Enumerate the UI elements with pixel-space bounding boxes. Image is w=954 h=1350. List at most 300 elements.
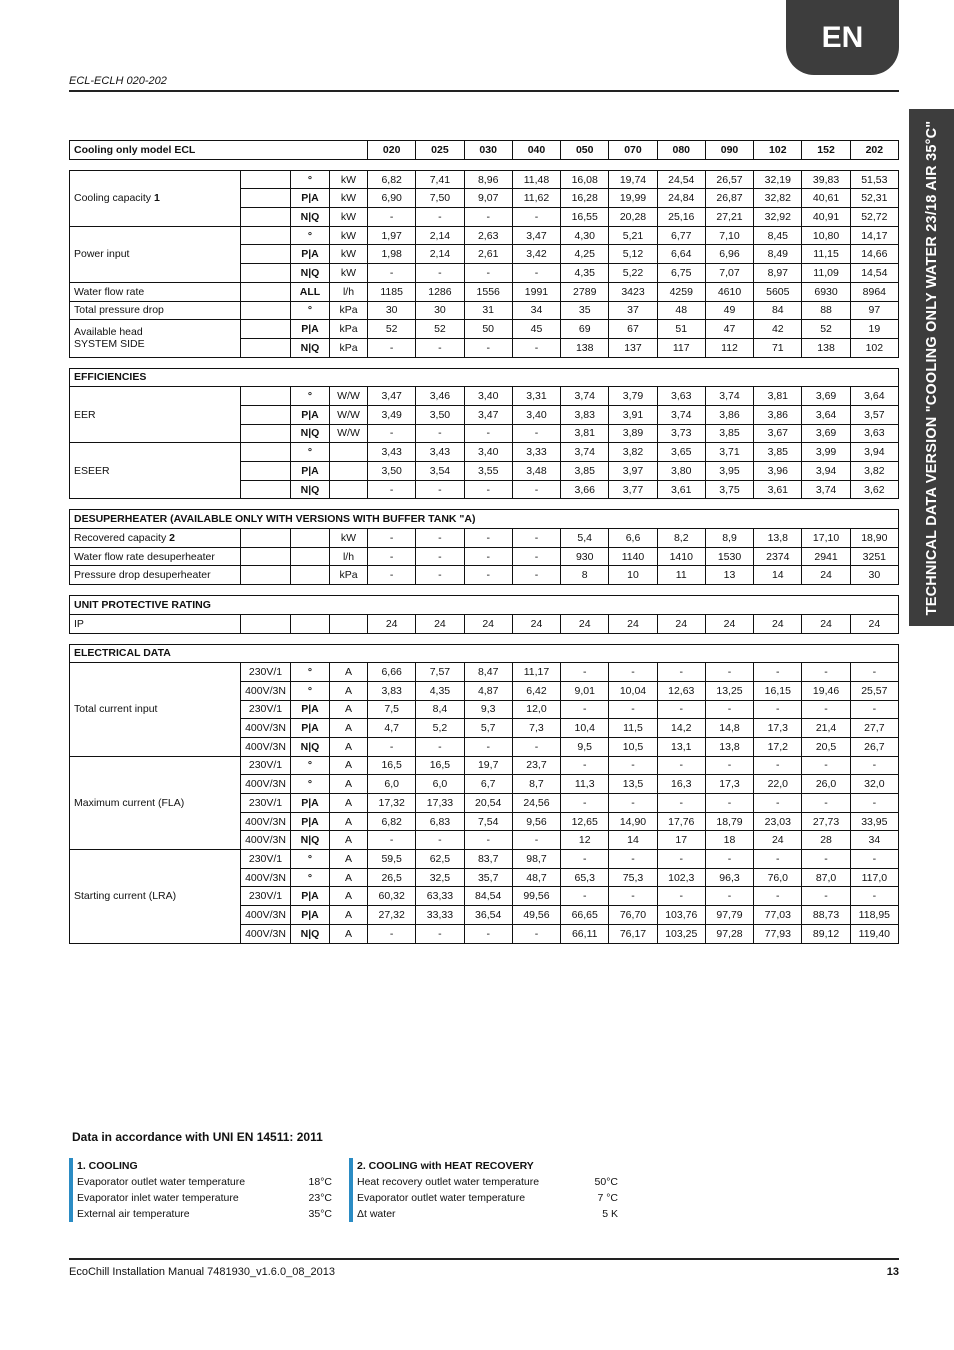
value-cell: 6,6: [609, 529, 657, 548]
value-cell: 8,45: [754, 226, 802, 245]
value-cell: 24: [802, 614, 850, 633]
value-cell: -: [705, 850, 753, 869]
value-cell: 88,73: [802, 906, 850, 925]
value-cell: 14: [754, 566, 802, 585]
value-cell: 32,0: [850, 775, 898, 794]
value-cell: -: [416, 208, 464, 227]
value-cell: 2374: [754, 547, 802, 566]
voltage-cell: 400V/3N: [241, 737, 291, 756]
value-cell: 26,57: [705, 170, 753, 189]
value-cell: 138: [561, 338, 609, 357]
value-cell: 3,77: [609, 480, 657, 499]
value-cell: 3,55: [464, 462, 512, 481]
value-cell: 16,5: [368, 756, 416, 775]
unit-cell: kPa: [330, 320, 368, 339]
value-cell: -: [609, 850, 657, 869]
row-label: [70, 170, 241, 226]
technical-data-table: [69, 140, 899, 944]
value-cell: 2,14: [416, 226, 464, 245]
unit-cell: A: [330, 663, 368, 682]
value-cell: 4610: [705, 282, 753, 301]
value-cell: 13,8: [705, 737, 753, 756]
gap-cell: [70, 159, 899, 170]
voltage-cell: 400V/3N: [241, 831, 291, 850]
value-cell: 5605: [754, 282, 802, 301]
voltage-cell: [241, 387, 291, 406]
version-cell: °: [291, 663, 330, 682]
value-cell: 89,12: [802, 924, 850, 943]
value-cell: 7,41: [416, 170, 464, 189]
value-cell: 3,73: [657, 424, 705, 443]
value-cell: 8,7: [512, 775, 560, 794]
condition-label: External air temperature: [77, 1208, 190, 1220]
value-cell: 26,0: [802, 775, 850, 794]
value-cell: 17,2: [754, 737, 802, 756]
value-cell: 3,57: [850, 405, 898, 424]
value-cell: 1556: [464, 282, 512, 301]
voltage-cell: [241, 282, 291, 301]
value-cell: 6,83: [416, 812, 464, 831]
value-cell: 24: [802, 566, 850, 585]
value-cell: -: [512, 264, 560, 283]
value-cell: -: [657, 887, 705, 906]
value-cell: 11,48: [512, 170, 560, 189]
condition-value: 7 °C: [597, 1192, 618, 1204]
value-cell: 117,0: [850, 868, 898, 887]
value-cell: 6,77: [657, 226, 705, 245]
voltage-cell: [241, 189, 291, 208]
value-cell: 2,63: [464, 226, 512, 245]
value-cell: 3,85: [754, 443, 802, 462]
value-cell: -: [754, 700, 802, 719]
value-cell: 7,50: [416, 189, 464, 208]
section-title-row: [70, 644, 899, 663]
row-label: [70, 756, 241, 849]
version-cell: P|A: [291, 189, 330, 208]
voltage-cell: 230V/1: [241, 756, 291, 775]
value-cell: 25,57: [850, 681, 898, 700]
value-cell: 30: [368, 301, 416, 320]
value-cell: -: [416, 566, 464, 585]
value-cell: -: [561, 700, 609, 719]
cooling-conditions-title: 1. COOLING: [77, 1160, 138, 1172]
value-cell: 5,21: [609, 226, 657, 245]
value-cell: 17: [657, 831, 705, 850]
value-cell: 8,96: [464, 170, 512, 189]
version-cell: N|Q: [291, 338, 330, 357]
unit-cell: [330, 614, 368, 633]
condition-value: 5 K: [602, 1208, 618, 1220]
value-cell: 13,1: [657, 737, 705, 756]
value-cell: 11,15: [802, 245, 850, 264]
value-cell: 23,7: [512, 756, 560, 775]
value-cell: 8,97: [754, 264, 802, 283]
value-cell: -: [754, 887, 802, 906]
version-cell: N|Q: [291, 924, 330, 943]
model-column-header: 050: [561, 141, 609, 160]
voltage-cell: [241, 405, 291, 424]
unit-cell: A: [330, 831, 368, 850]
value-cell: 50: [464, 320, 512, 339]
value-cell: -: [850, 663, 898, 682]
value-cell: -: [368, 338, 416, 357]
page-number: 13: [886, 1266, 899, 1278]
value-cell: 5,22: [609, 264, 657, 283]
value-cell: 84,54: [464, 887, 512, 906]
voltage-cell: [241, 320, 291, 339]
value-cell: 3,91: [609, 405, 657, 424]
value-cell: 8,47: [464, 663, 512, 682]
unit-cell: kPa: [330, 301, 368, 320]
value-cell: 77,93: [754, 924, 802, 943]
version-cell: °: [291, 170, 330, 189]
unit-cell: A: [330, 887, 368, 906]
version-cell: P|A: [291, 719, 330, 738]
voltage-cell: 400V/3N: [241, 719, 291, 738]
version-cell: N|Q: [291, 831, 330, 850]
value-cell: 27,21: [705, 208, 753, 227]
value-cell: 3,74: [561, 387, 609, 406]
value-cell: 3,74: [705, 387, 753, 406]
unit-cell: A: [330, 924, 368, 943]
value-cell: 14,8: [705, 719, 753, 738]
value-cell: -: [512, 566, 560, 585]
row-label-text: Maximum current (FLA): [74, 796, 185, 809]
value-cell: -: [705, 887, 753, 906]
voltage-cell: [241, 547, 291, 566]
value-cell: 1530: [705, 547, 753, 566]
value-cell: -: [416, 338, 464, 357]
version-cell: N|Q: [291, 424, 330, 443]
value-cell: 31: [464, 301, 512, 320]
value-cell: 9,07: [464, 189, 512, 208]
value-cell: 14,90: [609, 812, 657, 831]
value-cell: -: [657, 663, 705, 682]
value-cell: 20,5: [802, 737, 850, 756]
value-cell: -: [561, 887, 609, 906]
value-cell: 8964: [850, 282, 898, 301]
value-cell: 17,3: [705, 775, 753, 794]
value-cell: 24,56: [512, 794, 560, 813]
value-cell: 19,46: [802, 681, 850, 700]
value-cell: 102: [850, 338, 898, 357]
value-cell: 35,7: [464, 868, 512, 887]
value-cell: 3,63: [850, 424, 898, 443]
standard-title: Data in accordance with UNI EN 14511: 2011: [72, 1130, 323, 1144]
value-cell: 11,09: [802, 264, 850, 283]
table-row: [70, 663, 899, 682]
value-cell: 34: [850, 831, 898, 850]
value-cell: 138: [802, 338, 850, 357]
value-cell: 10: [609, 566, 657, 585]
value-cell: -: [512, 208, 560, 227]
condition-label: Evaporator outlet water temperature: [77, 1176, 246, 1188]
value-cell: 3,74: [802, 480, 850, 499]
unit-cell: A: [330, 719, 368, 738]
value-cell: 4,7: [368, 719, 416, 738]
value-cell: 17,33: [416, 794, 464, 813]
value-cell: 3,97: [609, 462, 657, 481]
value-cell: 6,66: [368, 663, 416, 682]
value-cell: 5,4: [561, 529, 609, 548]
unit-cell: [330, 462, 368, 481]
value-cell: 16,08: [561, 170, 609, 189]
unit-cell: A: [330, 737, 368, 756]
value-cell: 99,56: [512, 887, 560, 906]
value-cell: 65,3: [561, 868, 609, 887]
value-cell: 25,16: [657, 208, 705, 227]
value-cell: 7,5: [368, 700, 416, 719]
value-cell: 11,3: [561, 775, 609, 794]
value-cell: 6,82: [368, 170, 416, 189]
value-cell: 3,31: [512, 387, 560, 406]
value-cell: 3,79: [609, 387, 657, 406]
side-section-tab: [909, 109, 954, 626]
value-cell: -: [850, 794, 898, 813]
unit-cell: [330, 480, 368, 499]
value-cell: 6,82: [368, 812, 416, 831]
value-cell: -: [368, 924, 416, 943]
value-cell: 24: [754, 831, 802, 850]
value-cell: 3,94: [850, 443, 898, 462]
value-cell: 3,64: [802, 405, 850, 424]
value-cell: 3,74: [657, 405, 705, 424]
value-cell: 52: [802, 320, 850, 339]
value-cell: 3,82: [609, 443, 657, 462]
value-cell: -: [850, 756, 898, 775]
value-cell: 12,0: [512, 700, 560, 719]
unit-cell: W/W: [330, 387, 368, 406]
value-cell: 76,0: [754, 868, 802, 887]
unit-cell: kW: [330, 170, 368, 189]
value-cell: -: [464, 208, 512, 227]
value-cell: -: [368, 264, 416, 283]
model-column-header: 070: [609, 141, 657, 160]
voltage-cell: [241, 443, 291, 462]
model-column-header: 152: [802, 141, 850, 160]
value-cell: -: [416, 831, 464, 850]
value-cell: 49: [705, 301, 753, 320]
value-cell: 34: [512, 301, 560, 320]
value-cell: -: [416, 737, 464, 756]
value-cell: -: [802, 794, 850, 813]
heat-recovery-conditions: [349, 1158, 618, 1222]
condition-row: [77, 1190, 332, 1206]
table-row: [70, 226, 899, 245]
value-cell: -: [802, 850, 850, 869]
value-cell: 3,33: [512, 443, 560, 462]
value-cell: -: [802, 756, 850, 775]
voltage-cell: [241, 226, 291, 245]
value-cell: 7,3: [512, 719, 560, 738]
value-cell: -: [464, 529, 512, 548]
unit-cell: W/W: [330, 405, 368, 424]
value-cell: 3,43: [368, 443, 416, 462]
table-row: [70, 614, 899, 633]
row-label: [70, 282, 241, 301]
value-cell: 51: [657, 320, 705, 339]
model-header-label: Cooling only model ECL: [70, 141, 368, 160]
section-title-row: [70, 510, 899, 529]
value-cell: 10,5: [609, 737, 657, 756]
table-row: [70, 443, 899, 462]
voltage-cell: 230V/1: [241, 700, 291, 719]
row-label-text: Water flow rate desuperheater: [74, 550, 215, 563]
value-cell: 16,55: [561, 208, 609, 227]
value-cell: 23,03: [754, 812, 802, 831]
value-cell: 3,71: [705, 443, 753, 462]
value-cell: -: [368, 529, 416, 548]
value-cell: -: [512, 338, 560, 357]
value-cell: 24: [657, 614, 705, 633]
voltage-cell: 400V/3N: [241, 868, 291, 887]
value-cell: 24: [464, 614, 512, 633]
value-cell: 10,80: [802, 226, 850, 245]
voltage-cell: [241, 208, 291, 227]
value-cell: -: [368, 480, 416, 499]
value-cell: 24: [705, 614, 753, 633]
version-cell: °: [291, 387, 330, 406]
value-cell: -: [464, 480, 512, 499]
value-cell: 5,7: [464, 719, 512, 738]
side-section-title: TECHNICAL DATA VERSION "COOLING ONLY WATER 23/18 AIR 35°C": [923, 120, 940, 615]
value-cell: -: [609, 756, 657, 775]
version-cell: °: [291, 868, 330, 887]
value-cell: 19,7: [464, 756, 512, 775]
value-cell: -: [368, 831, 416, 850]
value-cell: -: [609, 794, 657, 813]
unit-cell: W/W: [330, 424, 368, 443]
value-cell: 12,65: [561, 812, 609, 831]
value-cell: 52,72: [850, 208, 898, 227]
value-cell: 3,86: [754, 405, 802, 424]
voltage-cell: 400V/3N: [241, 681, 291, 700]
model-column-header: 090: [705, 141, 753, 160]
row-label-text: Total pressure drop: [74, 304, 164, 317]
value-cell: 69: [561, 320, 609, 339]
value-cell: 40,91: [802, 208, 850, 227]
voltage-cell: 400V/3N: [241, 924, 291, 943]
value-cell: 19,74: [609, 170, 657, 189]
value-cell: 32,82: [754, 189, 802, 208]
value-cell: -: [850, 700, 898, 719]
voltage-cell: [241, 614, 291, 633]
section-gap: [70, 633, 899, 644]
unit-cell: A: [330, 756, 368, 775]
version-cell: °: [291, 301, 330, 320]
value-cell: 137: [609, 338, 657, 357]
table-row: [70, 170, 899, 189]
row-label: [70, 387, 241, 443]
value-cell: 17,10: [802, 529, 850, 548]
language-tab: EN: [786, 0, 899, 75]
table-row: [70, 850, 899, 869]
value-cell: -: [657, 700, 705, 719]
value-cell: 3,48: [512, 462, 560, 481]
value-cell: 24,54: [657, 170, 705, 189]
value-cell: 6,64: [657, 245, 705, 264]
condition-value: 23°C: [308, 1192, 332, 1204]
footer-manual-title: EcoChill Installation Manual 7481930_v1.6.0_08_2013: [69, 1266, 336, 1278]
value-cell: 11,17: [512, 663, 560, 682]
row-label: [70, 547, 241, 566]
value-cell: 3,74: [561, 443, 609, 462]
unit-cell: A: [330, 850, 368, 869]
unit-cell: A: [330, 868, 368, 887]
value-cell: 3,95: [705, 462, 753, 481]
row-label-text: Recovered capacity: [74, 531, 170, 544]
value-cell: 14,17: [850, 226, 898, 245]
value-cell: 8: [561, 566, 609, 585]
value-cell: 3,54: [416, 462, 464, 481]
gap-cell: [70, 585, 899, 596]
value-cell: 19: [850, 320, 898, 339]
row-label: [70, 566, 241, 585]
value-cell: 8,49: [754, 245, 802, 264]
version-cell: [291, 614, 330, 633]
section-title-row: [70, 368, 899, 387]
value-cell: 1,97: [368, 226, 416, 245]
condition-label: Heat recovery outlet water temperature: [357, 1176, 540, 1188]
section-gap: [70, 159, 899, 170]
section-title: DESUPERHEATER (AVAILABLE ONLY WITH VERSIONS WITH BUFFER TANK "A): [70, 510, 899, 529]
value-cell: -: [850, 887, 898, 906]
value-cell: 16,5: [416, 756, 464, 775]
value-cell: 97: [850, 301, 898, 320]
value-cell: 3,96: [754, 462, 802, 481]
value-cell: 3,75: [705, 480, 753, 499]
value-cell: 32,5: [416, 868, 464, 887]
value-cell: -: [561, 794, 609, 813]
model-column-header: 025: [416, 141, 464, 160]
condition-row: [357, 1190, 618, 1206]
value-cell: -: [512, 529, 560, 548]
value-cell: -: [512, 424, 560, 443]
value-cell: -: [802, 700, 850, 719]
value-cell: 84: [754, 301, 802, 320]
value-cell: 97,28: [705, 924, 753, 943]
value-cell: 3,47: [512, 226, 560, 245]
value-cell: 6,90: [368, 189, 416, 208]
value-cell: -: [512, 737, 560, 756]
value-cell: 2941: [802, 547, 850, 566]
value-cell: 3,61: [754, 480, 802, 499]
value-cell: 9,56: [512, 812, 560, 831]
value-cell: -: [657, 850, 705, 869]
value-cell: 20,54: [464, 794, 512, 813]
value-cell: -: [368, 737, 416, 756]
value-cell: 4259: [657, 282, 705, 301]
value-cell: -: [561, 756, 609, 775]
value-cell: 1,98: [368, 245, 416, 264]
value-cell: 18,79: [705, 812, 753, 831]
table-row: [70, 756, 899, 775]
value-cell: -: [657, 794, 705, 813]
model-column-header: 202: [850, 141, 898, 160]
value-cell: 27,73: [802, 812, 850, 831]
value-cell: 117: [657, 338, 705, 357]
value-cell: 3423: [609, 282, 657, 301]
table-header-row: [70, 141, 899, 160]
value-cell: 3,47: [464, 405, 512, 424]
value-cell: -: [368, 424, 416, 443]
value-cell: 3251: [850, 547, 898, 566]
value-cell: 24,84: [657, 189, 705, 208]
value-cell: 37: [609, 301, 657, 320]
value-cell: -: [416, 924, 464, 943]
voltage-cell: [241, 424, 291, 443]
value-cell: 24: [416, 614, 464, 633]
